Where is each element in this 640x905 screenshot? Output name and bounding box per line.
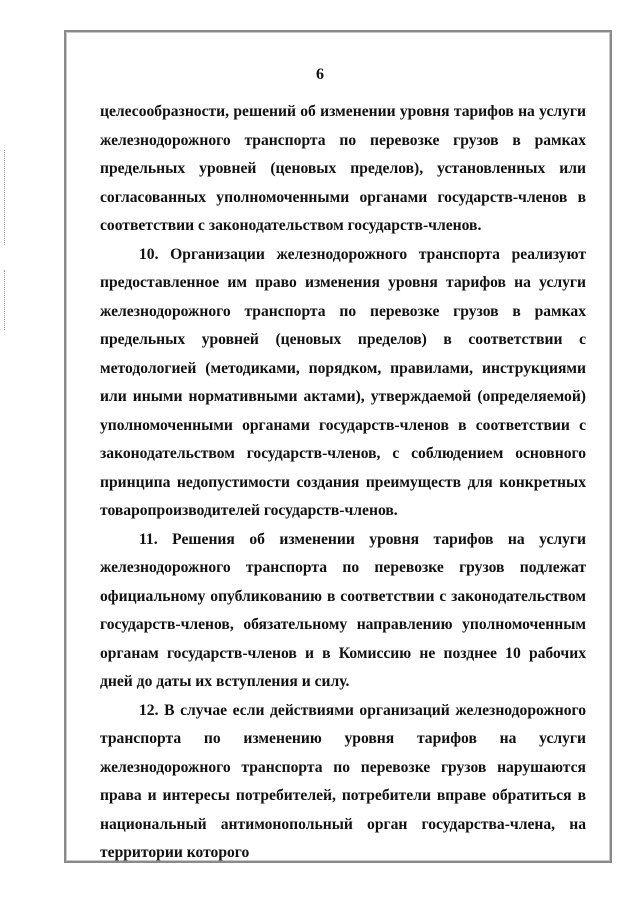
paragraph-11	[100, 526, 586, 697]
paragraph-number: 12.	[139, 701, 159, 719]
paragraph-text: В случае если действиями организаций железнодорожного транспорта по изменению уровня тарифов на услуги железнодорожного транспорта по перевозке грузов нарушаются права и интересы потребителей, потребители вправе обратиться в национальный антимонопольный орган государства-члена, на территории которого	[100, 701, 586, 861]
paragraph-number: 11.	[139, 530, 158, 548]
paragraph-number: 10.	[139, 245, 159, 263]
paragraph-text: Организации железнодорожного транспорта реализуют предоставленное им право изменения уровня тарифов на услуги железнодорожного транспорта по перевозке грузов в рамках предельных уровней (ценовых пределов) в соответствии с методологией (методиками, порядком, правилами, инструкциями или иными нормативными актами), утверждаемой (определяемой) уполномоченными органами государств-членов в соответствии с законодательством государств-членов, с соблюдением основного принципа недопустимости создания преимуществ для конкретных товаропроизводителей государств-членов.	[100, 245, 586, 519]
paragraph-continuation	[100, 98, 586, 241]
paragraph-10	[100, 241, 586, 526]
paragraph-text: целесообразности, решений об изменении уровня тарифов на услуги железнодорожного транспорта по перевозке грузов в рамках предельных уровней (ценовых пределов), установленных или согласованных уполномоченными органами государств-членов в соответствии с законодательством государств-членов.	[100, 103, 586, 234]
margin-mark	[4, 270, 6, 330]
paragraph-text: Решения об изменении уровня тарифов на услуги железнодорожного транспорта по перевозке грузов подлежат официальному опубликованию в соответствии с законодательством государств-членов, обязательному направлению уполномоченным органам государств-членов и в Комиссию не позднее 10 рабочих дней до даты их вступления и силу.	[100, 530, 586, 690]
document-body	[100, 98, 586, 868]
margin-mark	[4, 150, 6, 245]
page-number: 6	[316, 66, 324, 83]
paragraph-12	[100, 697, 586, 868]
